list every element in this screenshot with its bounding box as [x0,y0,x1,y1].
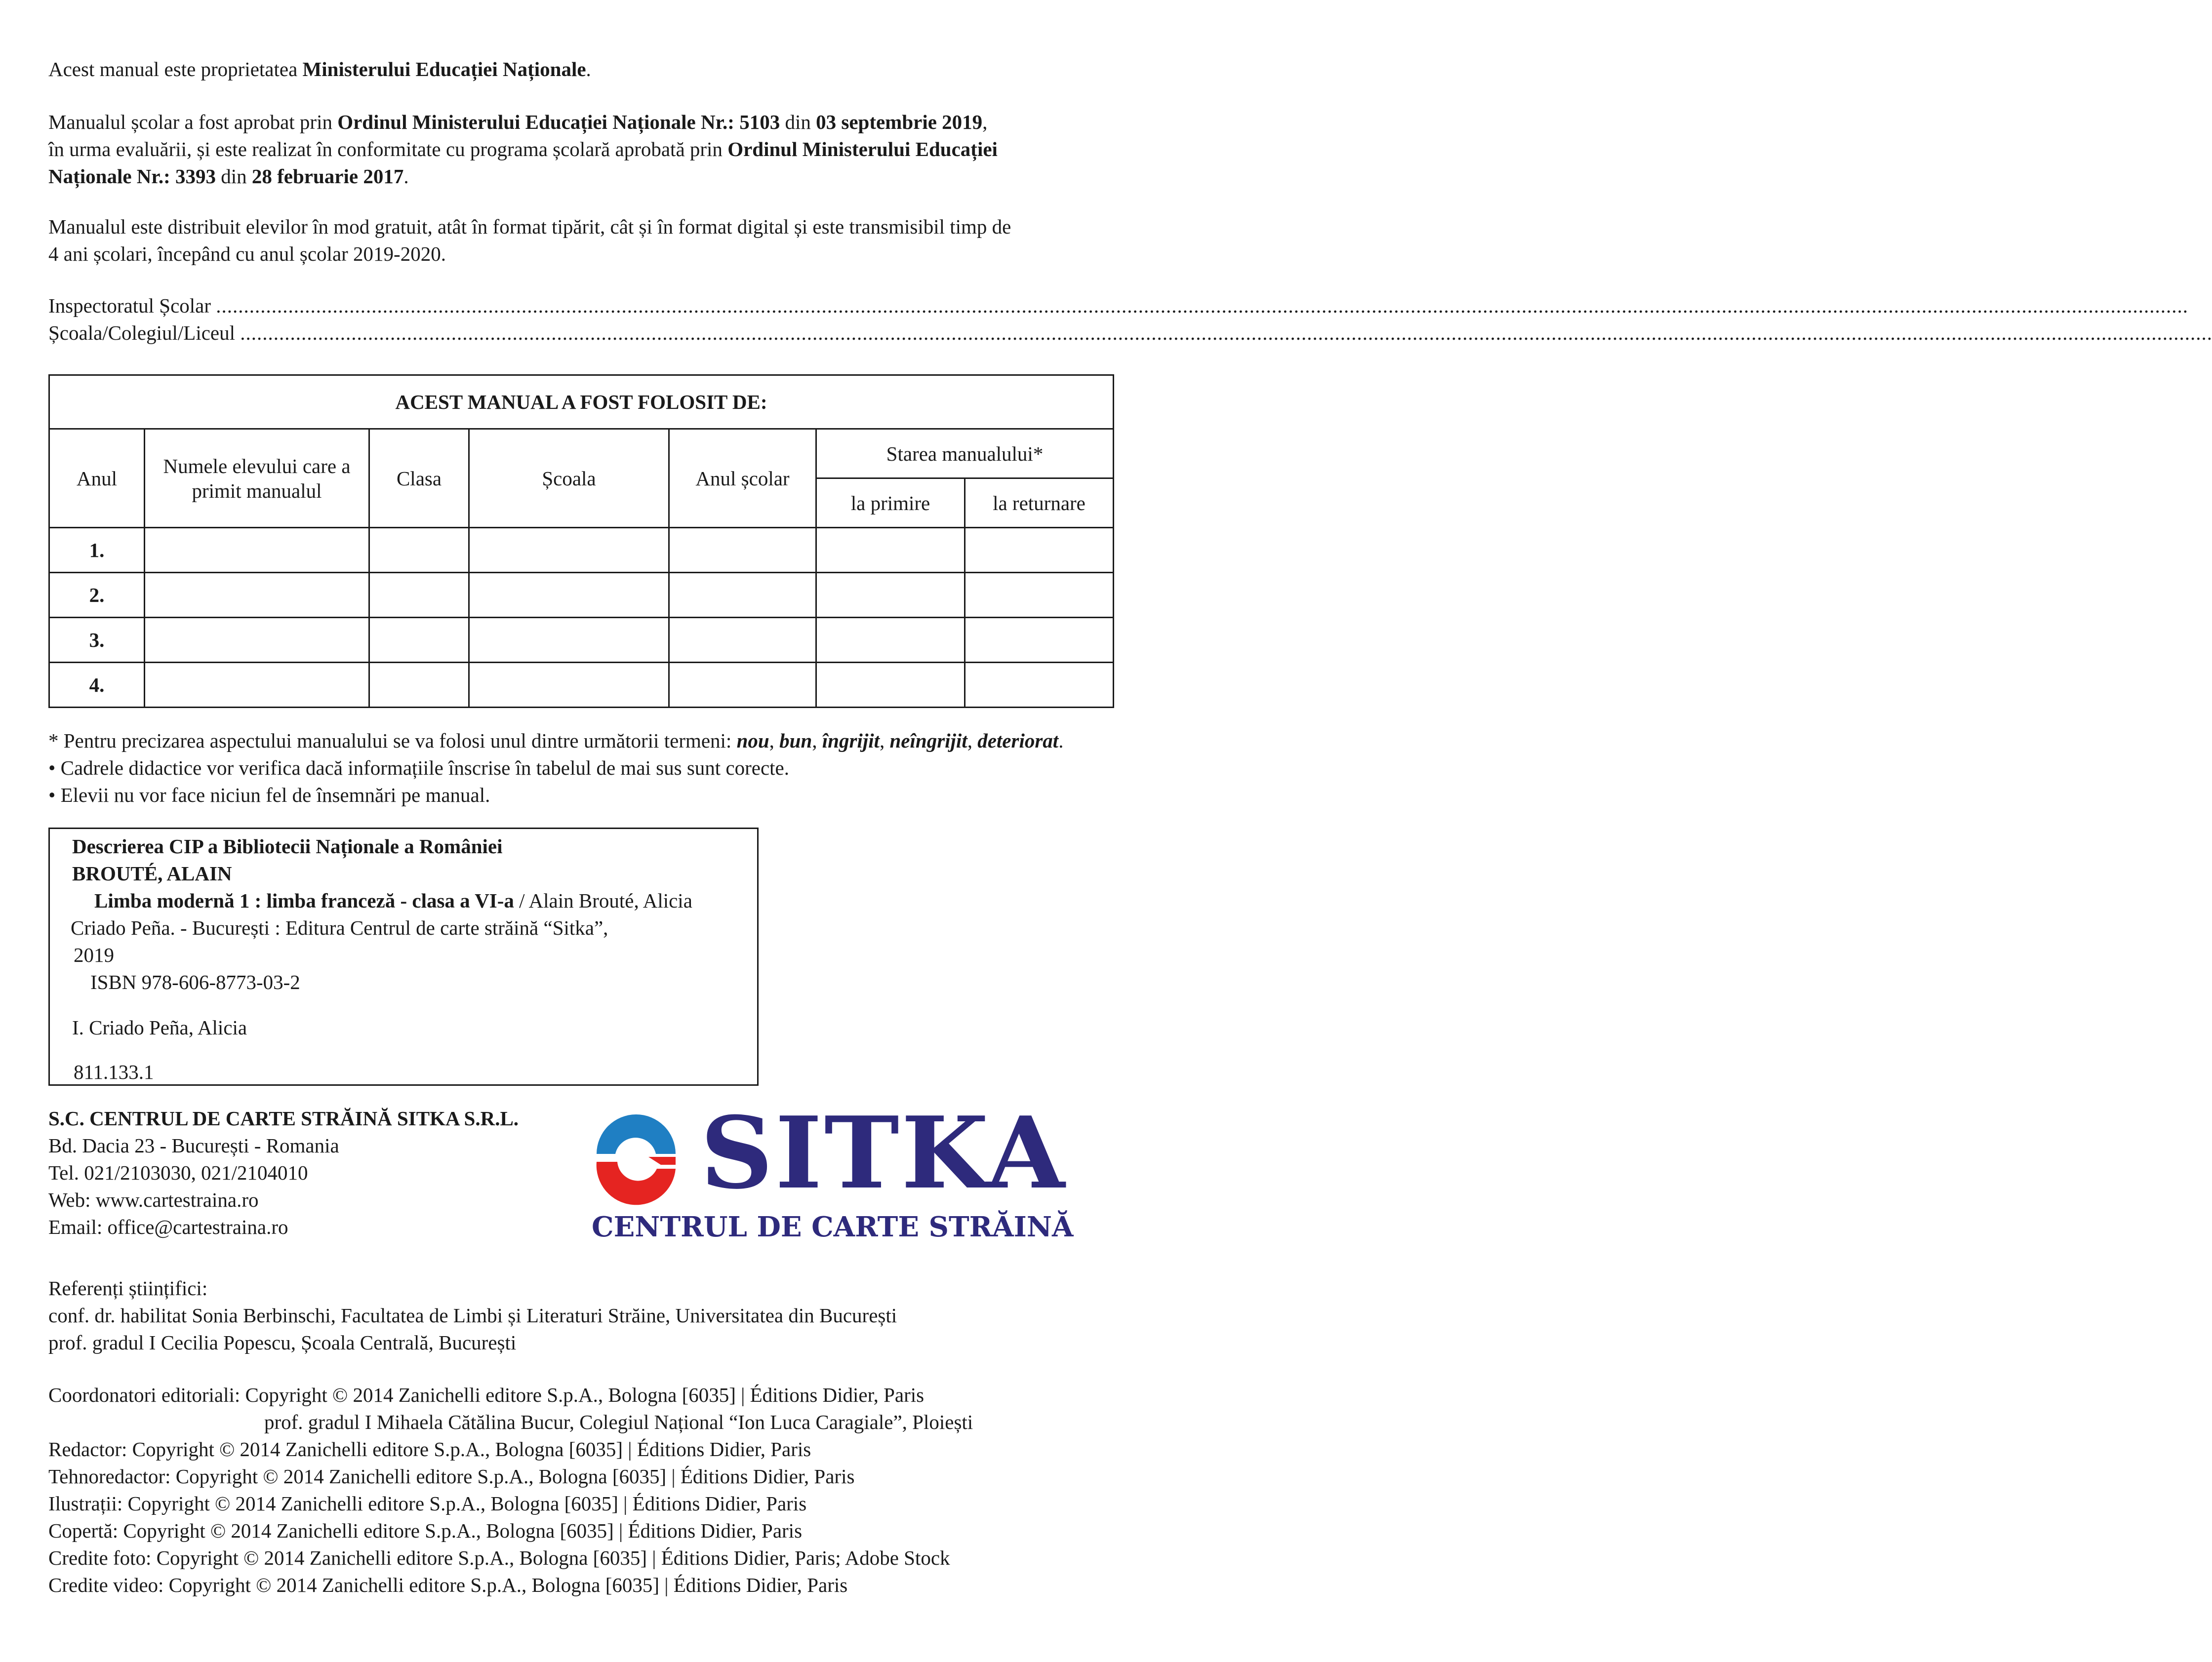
term-not-kept: neîngrijit [889,729,967,752]
publisher-name: S.C. CENTRUL DE CARTE STRĂINĂ SITKA S.R.L. [48,1107,519,1130]
approval-text-1: Manualul școlar a fost aprobat prin [48,111,338,133]
publisher-web[interactable]: Web: www.cartestraina.ro [48,1188,259,1211]
property-text: Acest manual este proprietatea [48,58,303,80]
property-statement [48,56,591,83]
publisher-phone: Tel. 021/2103030, 021/2104010 [48,1161,308,1184]
cell-class[interactable] [369,528,469,573]
row-number: 2. [49,573,145,618]
cip-title-rest: / Alain Brouté, Alicia [514,889,692,912]
reviewer-1: conf. dr. habilitat Sonia Berbinschi, Facultatea de Limbi și Literaturi Străine, Universitatea din București [48,1304,897,1327]
cell-school[interactable] [469,618,669,663]
table-row [49,663,1114,708]
cell-on-return[interactable] [965,618,1114,663]
credit-editor: Redactor: Copyright © 2014 Zanichelli editore S.p.A., Bologna [6035] | Éditions Didier, Paris [48,1438,811,1461]
approval-text-4: în urma evaluării, și este realizat în conformitate cu programa școlară aprobată prin [48,138,728,160]
sep: , [967,729,978,752]
credit-cover: Copertă: Copyright © 2014 Zanichelli editore S.p.A., Bologna [6035] | Éditions Didier, Paris [48,1519,803,1542]
usage-table [48,374,1114,708]
term-good: bun [779,729,812,752]
credit-typesetter: Tehnoredactor: Copyright © 2014 Zanichelli editore S.p.A., Bologna [6035] | Éditions Didier, Paris [48,1465,855,1488]
table-row [49,618,1114,663]
approval-text-5: din [216,165,252,188]
school-field[interactable] [48,319,2212,347]
credit-video: Credite video: Copyright © 2014 Zanichelli editore S.p.A., Bologna [6035] | Éditions Didier, Paris [48,1574,848,1596]
header-year: Anul [49,429,145,528]
approval-date-1: 03 septembrie 2019 [816,111,983,133]
sep: , [880,729,890,752]
cell-school-year[interactable] [669,528,816,573]
header-condition: Starea manualului* [816,429,1114,478]
property-period: . [586,58,591,80]
note-students: • Elevii nu vor face niciun fel de însemnări pe manual. [48,784,490,806]
cell-class[interactable] [369,618,469,663]
cip-author: BROUTÉ, ALAIN [72,862,232,885]
sep: , [769,729,780,752]
approval-line-1 [48,109,1115,136]
cell-class[interactable] [369,573,469,618]
inspectorate-label: Inspectoratul Școlar [48,294,211,317]
approval-text-6: . [403,165,409,188]
cell-school-year[interactable] [669,618,816,663]
cell-on-return[interactable] [965,573,1114,618]
credits-block [48,1382,1135,1599]
cip-publisher-line: Criado Peña. - București : Editura Centrul de carte străină “Sitka”, [71,916,608,939]
credit-coordinators-2: prof. gradul I Mihaela Cătălina Bucur, Colegiul Național “Ion Luca Caragiale”, Ploiești [264,1411,973,1433]
term-new: nou [736,729,769,752]
term-damaged: deteriorat [977,729,1059,752]
distribution-paragraph [48,213,1115,268]
cip-isbn: ISBN 978-606-8773-03-2 [90,971,300,993]
credit-illustrations: Ilustrații: Copyright © 2014 Zanichelli editore S.p.A., Bologna [6035] | Éditions Didier, Paris [48,1492,807,1515]
cip-udc: 811.133.1 [74,1061,154,1083]
cell-class[interactable] [369,663,469,708]
cip-description-box [48,828,759,1086]
header-class: Clasa [369,429,469,528]
sitka-subtitle: CENTRUL DE CARTE STRĂINĂ [592,1211,1074,1243]
school-label: Școala/Colegiul/Liceul [48,321,236,344]
sitka-logo [592,1095,1074,1257]
reviewers-label: Referenți științifici: [48,1277,208,1300]
fill-in-fields [48,292,2212,347]
credit-coordinators: Coordonatori editoriali: Copyright © 2014 Zanichelli editore S.p.A., Bologna [6035] | Éditions Didier, Paris [48,1384,925,1406]
cell-school-year[interactable] [669,663,816,708]
row-number: 1. [49,528,145,573]
publisher-address: Bd. Dacia 23 - București - Romania [48,1134,339,1157]
cip-title: Limba modernă 1 : limba franceză - clasa a VI-a [94,889,514,912]
cell-student[interactable] [145,618,369,663]
header-on-return: la returnare [965,478,1114,528]
term-kept: îngrijit [822,729,880,752]
cell-on-return[interactable] [965,528,1114,573]
cell-on-receipt[interactable] [816,528,965,573]
approval-text-3: , [982,111,988,133]
publisher-block [48,1105,519,1241]
header-student: Numele elevului care a primit manualul [145,429,369,528]
header-school-year: Anul școlar [669,429,816,528]
approval-order-1: Ordinul Ministerului Educației Naționale Nr.: 5103 [337,111,780,133]
cell-on-return[interactable] [965,663,1114,708]
reviewer-2: prof. gradul I Cecilia Popescu, Școala Centrală, București [48,1331,517,1354]
note-teachers: • Cadrele didactice vor verifica dacă informațiile înscrise în tabelul de mai sus sunt corecte. [48,756,790,779]
note-condition-terms [48,727,1135,754]
sep: , [812,729,822,752]
table-row [49,528,1114,573]
approval-line-2 [48,136,1115,163]
sitka-swoosh-icon [592,1113,681,1202]
inspectorate-dots: .................................................................................................................................................................................................................................................................................................................................................................. [216,294,2183,317]
approval-paragraph [48,109,1115,190]
cell-student[interactable] [145,573,369,618]
sitka-wordmark: SITKA [700,1095,1067,1211]
inspectorate-field[interactable] [48,292,2188,319]
cell-student[interactable] [145,528,369,573]
note-end: . [1058,729,1064,752]
row-number: 4. [49,663,145,708]
notes [48,727,1135,809]
note-1-text: * Pentru precizarea aspectului manualului se va folosi unul dintre următorii termeni: [48,729,737,752]
cell-school[interactable] [469,573,669,618]
approval-order-2b: Naționale Nr.: 3393 [48,165,216,188]
school-dots: .................................................................................................................................................................................................................................................................................................................................................................. [240,321,2207,344]
school-end: . [2207,321,2212,344]
cell-on-receipt[interactable] [816,618,965,663]
property-owner: Ministerului Educației Naționale [302,58,586,80]
approval-date-2: 28 februarie 2017 [251,165,404,188]
cell-school-year[interactable] [669,573,816,618]
cell-school[interactable] [469,528,669,573]
distribution-line-1: Manualul este distribuit elevilor în mod gratuit, atât în format tipărit, cât și în format digital și este transmisibil timp de [48,215,1011,238]
cell-student[interactable] [145,663,369,708]
reviewers-block [48,1275,1135,1356]
cip-contributor: I. Criado Peña, Alicia [72,1016,247,1039]
header-school: Școala [469,429,669,528]
cip-year: 2019 [74,944,114,966]
usage-table-title: ACEST MANUAL A FOST FOLOSIT DE: [49,375,1114,429]
approval-line-3 [48,163,1115,190]
cip-heading: Descrierea CIP a Bibliotecii Naționale a României [72,835,503,858]
cell-on-receipt[interactable] [816,663,965,708]
distribution-line-2: 4 ani școlari, începând cu anul școlar 2019-2020. [48,242,446,265]
cell-school[interactable] [469,663,669,708]
publisher-email[interactable]: Email: office@cartestraina.ro [48,1216,288,1238]
row-number: 3. [49,618,145,663]
header-on-receipt: la primire [816,478,965,528]
inspectorate-end: . [2182,294,2188,317]
table-row [49,573,1114,618]
approval-text-2: din [780,111,816,133]
credit-photo: Credite foto: Copyright © 2014 Zanichelli editore S.p.A., Bologna [6035] | Éditions Didier, Paris; Adobe Stock [48,1546,950,1569]
approval-order-2a: Ordinul Ministerului Educației [727,138,998,160]
cell-on-receipt[interactable] [816,573,965,618]
